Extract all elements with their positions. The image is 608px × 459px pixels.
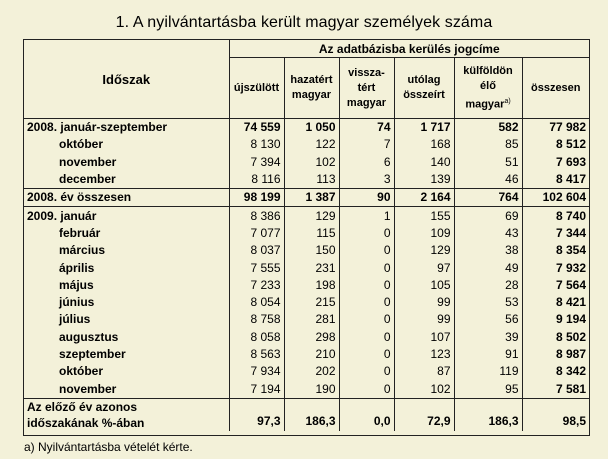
table-cell: 7 934 [229,363,284,380]
comparison-label-line: időszakának %-ában [27,415,145,430]
table-cell: 0 [339,277,394,294]
table-row [24,363,589,380]
table-row [24,189,589,207]
table-cell: 764 [454,189,522,207]
table-cell: 90 [339,189,394,207]
comparison-cell: 97,3 [229,398,284,431]
table-cell: 1 050 [284,119,339,137]
column-header [394,58,454,119]
column-header [284,58,339,119]
row-label: február [24,225,229,242]
period-column-header: Időszak [24,40,229,119]
table-cell: 7 394 [229,154,284,171]
table-row [24,380,589,398]
table-cell: 7 077 [229,225,284,242]
column-header-line: külföldön [463,64,513,77]
table-cell: 8 130 [229,136,284,153]
table-cell: 8 037 [229,242,284,259]
table-cell: 0 [339,242,394,259]
table-cell: 98 199 [229,189,284,207]
table-cell: 38 [454,242,522,259]
table-cell: 1 [339,207,394,225]
data-table-frame [23,39,590,436]
table-cell: 7 344 [555,225,587,240]
table-cell: 198 [284,277,339,294]
table-cell: 99 [394,294,454,311]
row-label: május [24,277,229,294]
table-cell: 28 [454,277,522,294]
row-label: június [24,294,229,311]
table-cell: 0 [339,225,394,242]
comparison-cell: 186,3 [454,398,522,431]
table-cell: 95 [454,380,522,398]
table-cell: 215 [284,294,339,311]
table-cell: 97 [394,259,454,276]
column-header [229,58,284,119]
table-row [24,294,589,311]
table-cell: 155 [394,207,454,225]
table-cell: 8 354 [555,243,587,258]
column-header-line: tért [357,81,376,94]
row-label: 2008. év összesen [24,189,229,207]
table-cell: 91 [454,346,522,363]
comparison-label [24,398,229,431]
footnote: a) Nyilvántartásba vételét kérte. [24,440,193,454]
table-title: 1. A nyilvántartásba került magyar személyek száma [115,14,493,31]
table-row [24,225,589,242]
comparison-row [24,398,589,431]
table-cell: 0 [339,329,394,346]
table-cell: 6 [339,154,394,171]
table-cell: 74 [339,119,394,137]
table-cell: 8 987 [555,347,587,361]
group-column-header: Az adatbázisba kerülés jogcíme [229,40,589,58]
table-cell: 7 564 [555,277,587,292]
column-header-line [455,94,522,113]
table-cell: 298 [284,329,339,346]
table-row [24,311,589,328]
column-header-line: összeírt [403,89,445,101]
table-row [24,119,589,137]
table-cell: 8 417 [555,172,587,187]
table-cell: 231 [284,259,339,276]
table-cell: 129 [394,242,454,259]
row-label: március [24,242,229,259]
table-cell: 7 693 [555,154,587,169]
table-row [24,242,589,259]
table-cell: 582 [454,119,522,137]
table-cell: 140 [394,154,454,171]
table-row [24,154,589,171]
table-cell: 105 [394,277,454,294]
table-cell: 0 [339,259,394,276]
row-label: augusztus [24,329,229,346]
table-cell: 85 [454,136,522,153]
table-cell: 74 559 [229,119,284,137]
table-cell: 109 [394,225,454,242]
table-cell: 123 [394,346,454,363]
column-header [339,58,394,119]
column-header-line: hazatért [290,74,333,86]
column-header-line: összesen [530,81,581,94]
column-header-text: magyar [465,98,505,111]
table-cell: 0 [339,380,394,398]
column-header-line: magyar [291,89,332,101]
table-cell: 8 342 [555,364,587,379]
table-cell: 7 555 [229,259,284,276]
table-cell: 102 604 [522,189,589,207]
table-cell: 113 [284,171,339,189]
table-row [24,136,589,153]
table-cell: 8 054 [229,294,284,311]
row-label: 2009. január [24,207,229,225]
table-cell: 56 [454,311,522,328]
table-cell: 102 [394,380,454,398]
table-cell: 139 [394,171,454,189]
table-row [24,329,589,346]
table-cell: 119 [454,363,522,380]
table-cell: 99 [394,311,454,328]
table-cell: 43 [454,225,522,242]
row-label: november [24,154,229,171]
row-label: 2008. január-szeptember [24,119,229,137]
table-cell: 8 386 [229,207,284,225]
table-cell: 0 [339,311,394,328]
table-cell: 39 [454,329,522,346]
column-header-line: utólag [407,74,441,86]
table-cell: 8 502 [555,329,587,344]
row-label: szeptember [24,346,229,363]
table-cell: 0 [339,346,394,363]
column-header-line: élő [480,79,496,92]
table-cell: 2 164 [394,189,454,207]
table-cell: 115 [284,225,339,242]
footnote-marker: a) [504,97,511,105]
row-label: április [24,259,229,276]
table-cell: 46 [454,171,522,189]
table-row [24,346,589,363]
table-cell: 202 [284,363,339,380]
table-cell: 0 [339,363,394,380]
table-cell: 7 233 [229,277,284,294]
column-header-line: újszülött [233,81,280,94]
row-label: december [24,171,229,189]
comparison-cell: 72,9 [394,398,454,431]
table-cell: 77 982 [549,120,587,135]
table-row [24,207,589,225]
table-row [24,277,589,294]
table-cell: 107 [394,329,454,346]
comparison-label-line: Az előző év azonos [27,399,138,414]
comparison-cell: 0,0 [339,398,394,431]
table-cell: 1 717 [394,119,454,137]
table-cell: 281 [284,311,339,328]
table-cell: 49 [454,259,522,276]
comparison-cell: 186,3 [284,398,339,431]
table-cell: 51 [454,154,522,171]
table-cell: 8 758 [229,311,284,328]
table-cell: 0 [339,294,394,311]
table-cell: 8 421 [555,295,587,310]
table-cell: 122 [284,136,339,153]
table-row [24,171,589,189]
table-cell: 210 [284,346,339,363]
table-cell: 129 [284,207,339,225]
table-cell: 190 [284,380,339,398]
table-cell: 168 [394,136,454,153]
table-cell: 8 058 [229,329,284,346]
comparison-cell: 98,5 [522,398,589,431]
table-row [24,259,589,276]
row-label: október [24,363,229,380]
table-cell: 1 387 [284,189,339,207]
table-cell: 87 [394,363,454,380]
table-cell: 69 [454,207,522,225]
data-table [24,40,589,431]
table-cell: 7 932 [555,260,587,275]
table-cell: 7 194 [229,380,284,398]
table-cell: 53 [454,294,522,311]
table-cell: 3 [339,171,394,189]
row-label: július [24,311,229,328]
table-cell: 150 [284,242,339,259]
table-cell: 102 [284,154,339,171]
column-header [522,58,589,119]
table-cell: 8 563 [229,346,284,363]
row-label: november [24,380,229,398]
row-label: október [24,136,229,153]
table-cell: 9 194 [555,312,587,327]
table-cell: 8 740 [522,207,589,225]
table-cell: 7 581 [555,381,587,396]
table-cell: 8 116 [229,171,284,189]
column-header-line: vissza- [348,66,385,79]
table-cell: 8 512 [555,137,587,152]
column-header-line: magyar [346,96,387,109]
column-header [454,58,522,119]
table-cell: 7 [339,136,394,153]
